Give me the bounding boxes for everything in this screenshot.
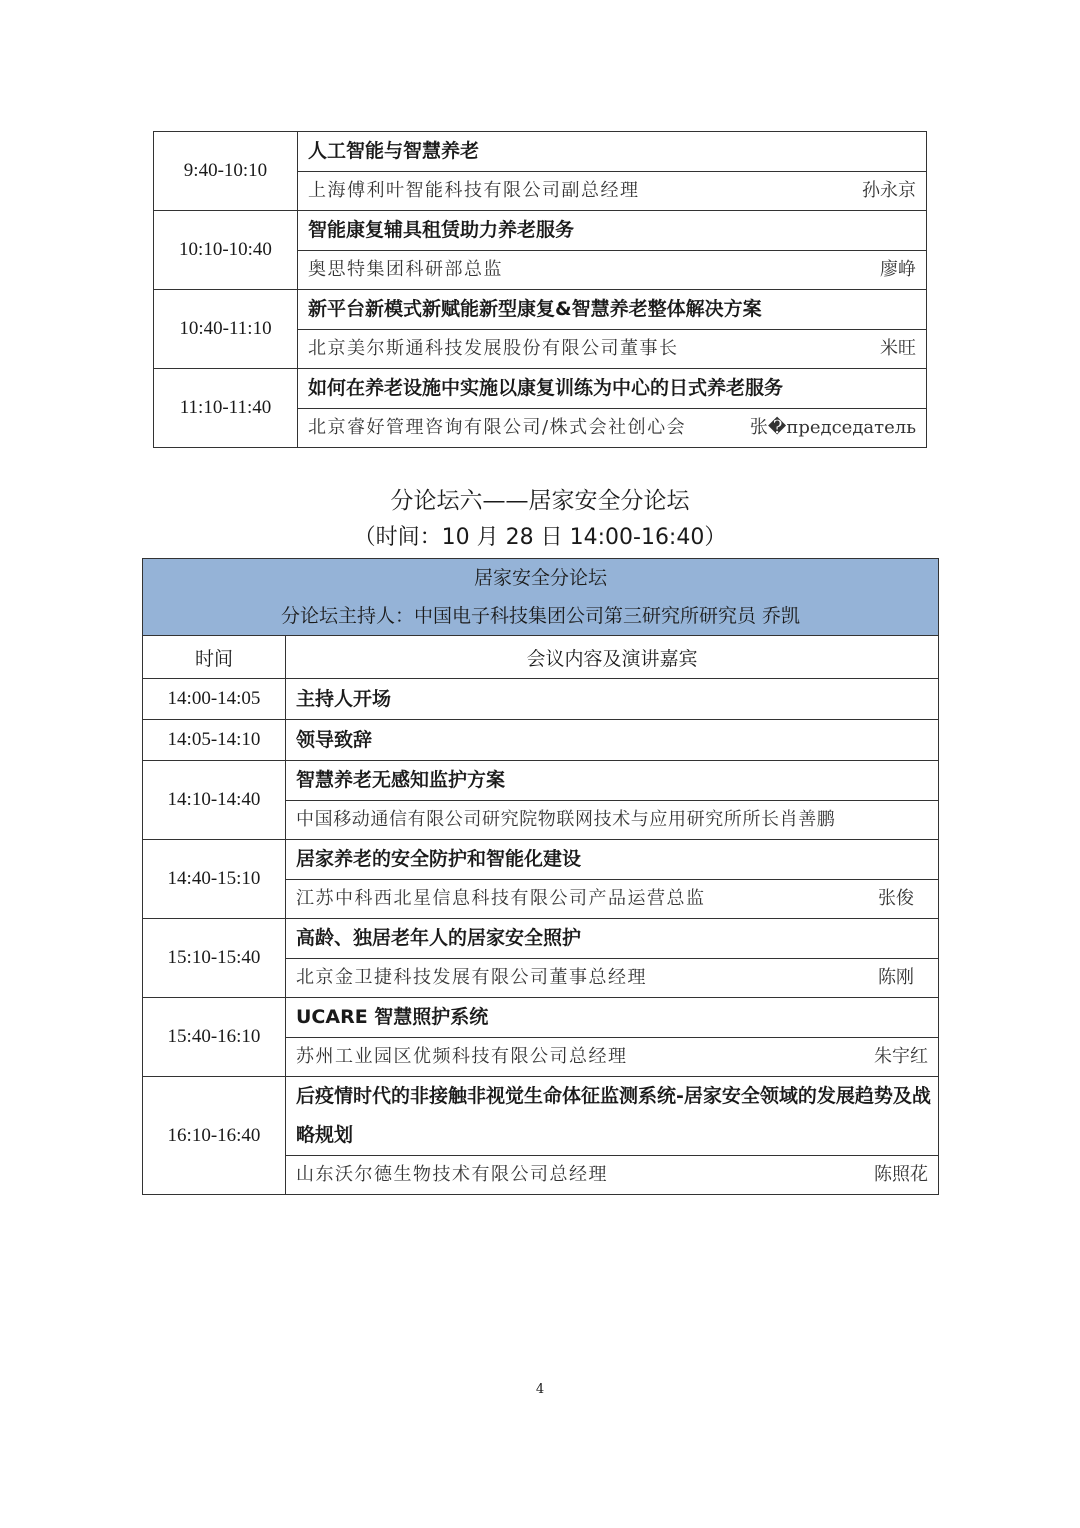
speaker-org: 北京睿好管理咨询有限公司/株式会社创心会 [308,417,687,438]
talk-title: 后疫情时代的非接触非视觉生命体征监测系统-居家安全领域的发展趋势及战略规划 [286,1077,939,1156]
time-cell: 10:10-10:40 [154,211,298,290]
talk-title: 主持人开场 [286,679,939,720]
time-cell: 14:05-14:10 [143,720,286,761]
section-title: 分论坛六——居家安全分论坛 [390,488,690,514]
table-row [143,720,939,761]
speaker-name: 米旺 [880,338,916,359]
speaker-name: 朱宇红 [874,1046,928,1067]
speaker-org: 北京金卫捷科技发展有限公司董事总经理 [296,967,647,988]
speaker-info [298,251,927,290]
speaker-info [286,801,939,840]
talk-title: 如何在养老设施中实施以康复训练为中心的日式养老服务 [298,369,927,409]
talk-title: 高龄、独居老年人的居家安全照护 [286,919,939,959]
column-header-content: 会议内容及演讲嘉宾 [286,636,939,679]
time-cell: 14:40-15:10 [143,840,286,919]
talk-title: 人工智能与智慧养老 [298,132,927,172]
table-row [143,840,939,880]
table-row [154,211,927,251]
speaker-info [298,172,927,211]
table-row [154,369,927,409]
schedule-table-1 [153,131,927,448]
time-cell: 15:40-16:10 [143,998,286,1077]
table-row [154,290,927,330]
talk-title: 居家养老的安全防护和智能化建设 [286,840,939,880]
speaker-info [286,1038,939,1077]
speaker-org: 山东沃尔德生物技术有限公司总经理 [296,1164,608,1185]
talk-title: 领导致辞 [286,720,939,761]
talk-title: 新平台新模式新赋能新型康复&智慧养老整体解决方案 [298,290,927,330]
speaker-name: 肖善鹏 [779,809,836,830]
speaker-info [286,959,939,998]
speaker-info [298,330,927,369]
table-row [143,1077,939,1156]
speaker-name: 廖峥 [880,259,916,280]
time-cell: 16:10-16:40 [143,1077,286,1195]
talk-title: 智能康复辅具租赁助力养老服务 [298,211,927,251]
table-header-row [143,559,939,636]
talk-title: 智慧养老无感知监护方案 [286,761,939,801]
schedule-table-2 [142,558,939,1195]
column-header-row [143,636,939,679]
speaker-name: 张俊 [878,888,914,909]
table-row [143,679,939,720]
column-header-time: 时间 [143,636,286,679]
time-cell: 15:10-15:40 [143,919,286,998]
speaker-name: 张�председатель [749,417,916,438]
page-number: 4 [535,1382,545,1397]
speaker-info [298,409,927,448]
time-cell: 14:10-14:40 [143,761,286,840]
time-cell: 14:00-14:05 [143,679,286,720]
table-row [143,761,939,801]
speaker-org: 苏州工业园区优频科技有限公司总经理 [296,1046,628,1067]
table-row [143,998,939,1038]
time-cell: 9:40-10:10 [154,132,298,211]
speaker-info [286,1156,939,1195]
speaker-org: 上海傅利叶智能科技有限公司副总经理 [308,180,640,201]
table-row [154,132,927,172]
speaker-name: 陈照花 [874,1164,928,1185]
time-cell: 10:40-11:10 [154,290,298,369]
forum-host: 分论坛主持人：中国电子科技集团公司第三研究所研究员 乔凯 [280,605,801,627]
speaker-org: 江苏中科西北星信息科技有限公司产品运营总监 [296,888,706,909]
section-time: （时间：10 月 28 日 14:00-16:40） [353,525,727,550]
forum-header [143,559,939,636]
speaker-name: 孙永京 [862,180,916,201]
speaker-org: 北京美尔斯通科技发展股份有限公司董事长 [308,338,679,359]
time-cell: 11:10-11:40 [154,369,298,448]
speaker-org: 中国移动通信有限公司研究院物联网技术与应用研究所所长 [296,809,780,830]
forum-header-title: 居家安全分论坛 [473,567,607,589]
talk-title: UCARE 智慧照护系统 [286,998,939,1038]
speaker-org: 奥思特集团科研部总监 [308,259,503,280]
speaker-info [286,880,939,919]
table-row [143,919,939,959]
speaker-name: 陈刚 [878,967,914,988]
